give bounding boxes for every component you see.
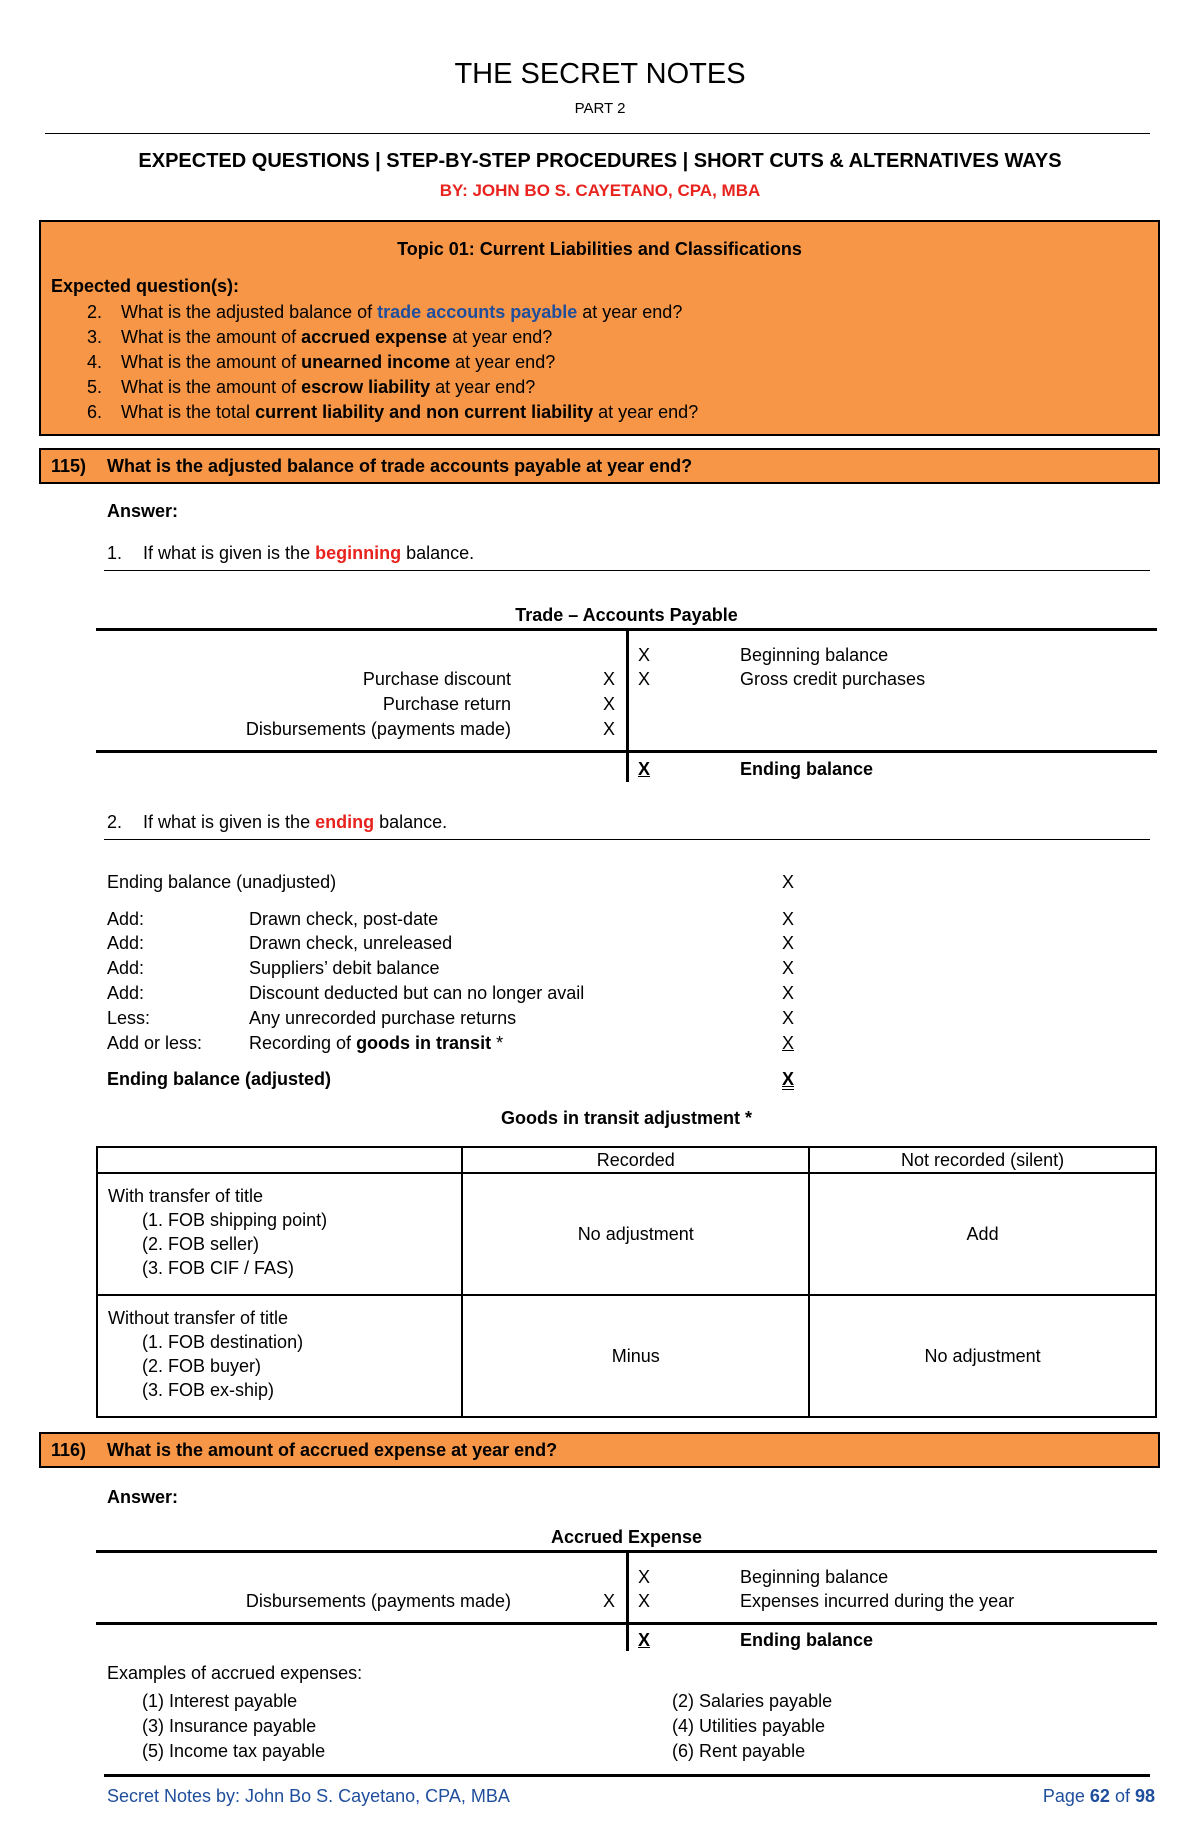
t-account-total-line <box>96 750 1157 753</box>
subtitle: EXPECTED QUESTIONS | STEP-BY-STEP PROCEDURES | SHORT CUTS & ALTERNATIVES WAYS <box>138 150 1062 172</box>
question-number: 116) <box>51 1440 87 1460</box>
debit-mark: X <box>603 1591 616 1611</box>
table-cell: No adjustment <box>462 1173 809 1295</box>
table-row <box>97 1173 1156 1295</box>
list-item: (5) Income tax payable <box>142 1741 326 1761</box>
question-116-bar <box>39 1432 1160 1468</box>
recon-start-mark: X <box>782 872 795 892</box>
topic-box <box>39 220 1160 436</box>
page-number: Page 62 of 98 <box>1042 1786 1155 1806</box>
column-header: Recorded <box>462 1147 809 1173</box>
step-1: 1. If what is given is the beginning balance. <box>107 543 475 563</box>
recon-op: Add: <box>107 983 145 1003</box>
credit-mark: X <box>638 1591 651 1611</box>
row-label-cell: With transfer of title (1. FOB shipping point) (2. FOB seller) (3. FOB CIF / FAS) <box>97 1173 462 1295</box>
recon-mark: X <box>782 983 795 1003</box>
recon-desc: Suppliers’ debit balance <box>249 958 440 978</box>
debit-mark: X <box>603 669 616 689</box>
question-number: 115) <box>51 456 87 476</box>
recon-op: Add or less: <box>107 1033 203 1053</box>
document-title: THE SECRET NOTES <box>454 58 746 90</box>
footer-credit: Secret Notes by: John Bo S. Cayetano, CPA, MBA <box>107 1786 510 1806</box>
expected-questions-list <box>87 300 698 425</box>
step-1-underline <box>104 570 1150 571</box>
list-item: (1) Interest payable <box>142 1691 298 1711</box>
expected-questions-label: Expected question(s): <box>51 276 240 296</box>
recon-op: Add: <box>107 909 145 929</box>
t-account-title: Trade – Accounts Payable <box>515 605 738 625</box>
topic-title: Topic 01: Current Liabilities and Classifications <box>397 239 802 259</box>
author: BY: JOHN BO S. CAYETANO, CPA, MBA <box>439 181 761 200</box>
recon-mark: X <box>782 958 795 978</box>
debit-mark: X <box>603 719 616 739</box>
debit-label: Purchase return <box>382 694 511 714</box>
column-header: Not recorded (silent) <box>809 1147 1156 1173</box>
recon-desc: Drawn check, unreleased <box>249 933 453 953</box>
debit-label: Purchase discount <box>362 669 511 689</box>
recon-op: Add: <box>107 958 145 978</box>
ending-balance-label: Ending balance <box>740 759 874 779</box>
recon-end-label: Ending balance (adjusted) <box>107 1069 332 1089</box>
list-item: 4. What is the amount of unearned income at year end? <box>87 352 556 372</box>
recon-desc: Drawn check, post-date <box>249 909 439 929</box>
recon-desc: Any unrecorded purchase returns <box>249 1008 517 1028</box>
t-account-total-line <box>96 1622 1157 1625</box>
row-label-cell: Without transfer of title (1. FOB destination) (2. FOB buyer) (3. FOB ex-ship) <box>97 1295 462 1417</box>
part-label: PART 2 <box>574 100 626 117</box>
credit-label: Gross credit purchases <box>740 669 926 689</box>
question-115-bar <box>39 448 1160 484</box>
git-table-title: Goods in transit adjustment * <box>500 1108 753 1128</box>
list-item: 2. What is the adjusted balance of trade accounts payable at year end? <box>87 302 683 322</box>
t-account-divider <box>626 1552 629 1651</box>
recon-mark: X <box>782 1033 795 1053</box>
list-item: (2) Salaries payable <box>672 1691 833 1711</box>
credit-label: Beginning balance <box>740 1567 889 1587</box>
table-cell: Add <box>809 1173 1156 1295</box>
answer-label: Answer: <box>107 501 179 521</box>
answer-label: Answer: <box>107 1487 179 1507</box>
debit-mark: X <box>603 694 616 714</box>
recon-op: Less: <box>107 1008 151 1028</box>
recon-desc: Discount deducted but can no longer avail <box>249 983 585 1003</box>
recon-start-label: Ending balance (unadjusted) <box>107 872 337 892</box>
table-row <box>97 1295 1156 1417</box>
examples-label: Examples of accrued expenses: <box>107 1663 363 1683</box>
table-header-row <box>97 1147 1156 1173</box>
list-item: 3. What is the amount of accrued expense at year end? <box>87 327 553 347</box>
list-item: 5. What is the amount of escrow liability at year end? <box>87 377 536 397</box>
list-item: (4) Utilities payable <box>672 1716 826 1736</box>
header-divider <box>45 133 1150 134</box>
recon-end-mark: X <box>782 1069 795 1089</box>
table-cell: Minus <box>462 1295 809 1417</box>
column-header <box>97 1147 462 1173</box>
debit-label: Disbursements (payments made) <box>245 1591 511 1611</box>
recon-mark: X <box>782 933 795 953</box>
credit-mark: X <box>638 1567 651 1587</box>
ending-balance-label: Ending balance <box>740 1630 874 1650</box>
goods-in-transit-table <box>96 1146 1157 1418</box>
recon-mark: X <box>782 909 795 929</box>
recon-desc: Recording of goods in transit * <box>249 1033 504 1053</box>
table-cell: No adjustment <box>809 1295 1156 1417</box>
step-2-underline <box>104 839 1150 840</box>
credit-mark: X <box>638 645 651 665</box>
ending-balance-mark: X <box>638 759 651 779</box>
step-2: 2. If what is given is the ending balance. <box>107 812 448 832</box>
recon-mark: X <box>782 1008 795 1028</box>
footer-divider <box>104 1774 1150 1777</box>
debit-label: Disbursements (payments made) <box>245 719 511 739</box>
credit-label: Beginning balance <box>740 645 889 665</box>
credit-mark: X <box>638 669 651 689</box>
question-text: What is the amount of accrued expense at year end? <box>107 1440 558 1460</box>
list-item: (3) Insurance payable <box>142 1716 317 1736</box>
recon-op: Add: <box>107 933 145 953</box>
list-item: 6. What is the total current liability and non current liability at year end? <box>87 402 699 422</box>
t-account-divider <box>626 630 629 782</box>
question-text: What is the adjusted balance of trade accounts payable at year end? <box>107 456 693 476</box>
credit-label: Expenses incurred during the year <box>740 1591 1015 1611</box>
t-account-title: Accrued Expense <box>550 1527 703 1547</box>
ending-balance-mark: X <box>638 1630 651 1650</box>
list-item: (6) Rent payable <box>672 1741 806 1761</box>
